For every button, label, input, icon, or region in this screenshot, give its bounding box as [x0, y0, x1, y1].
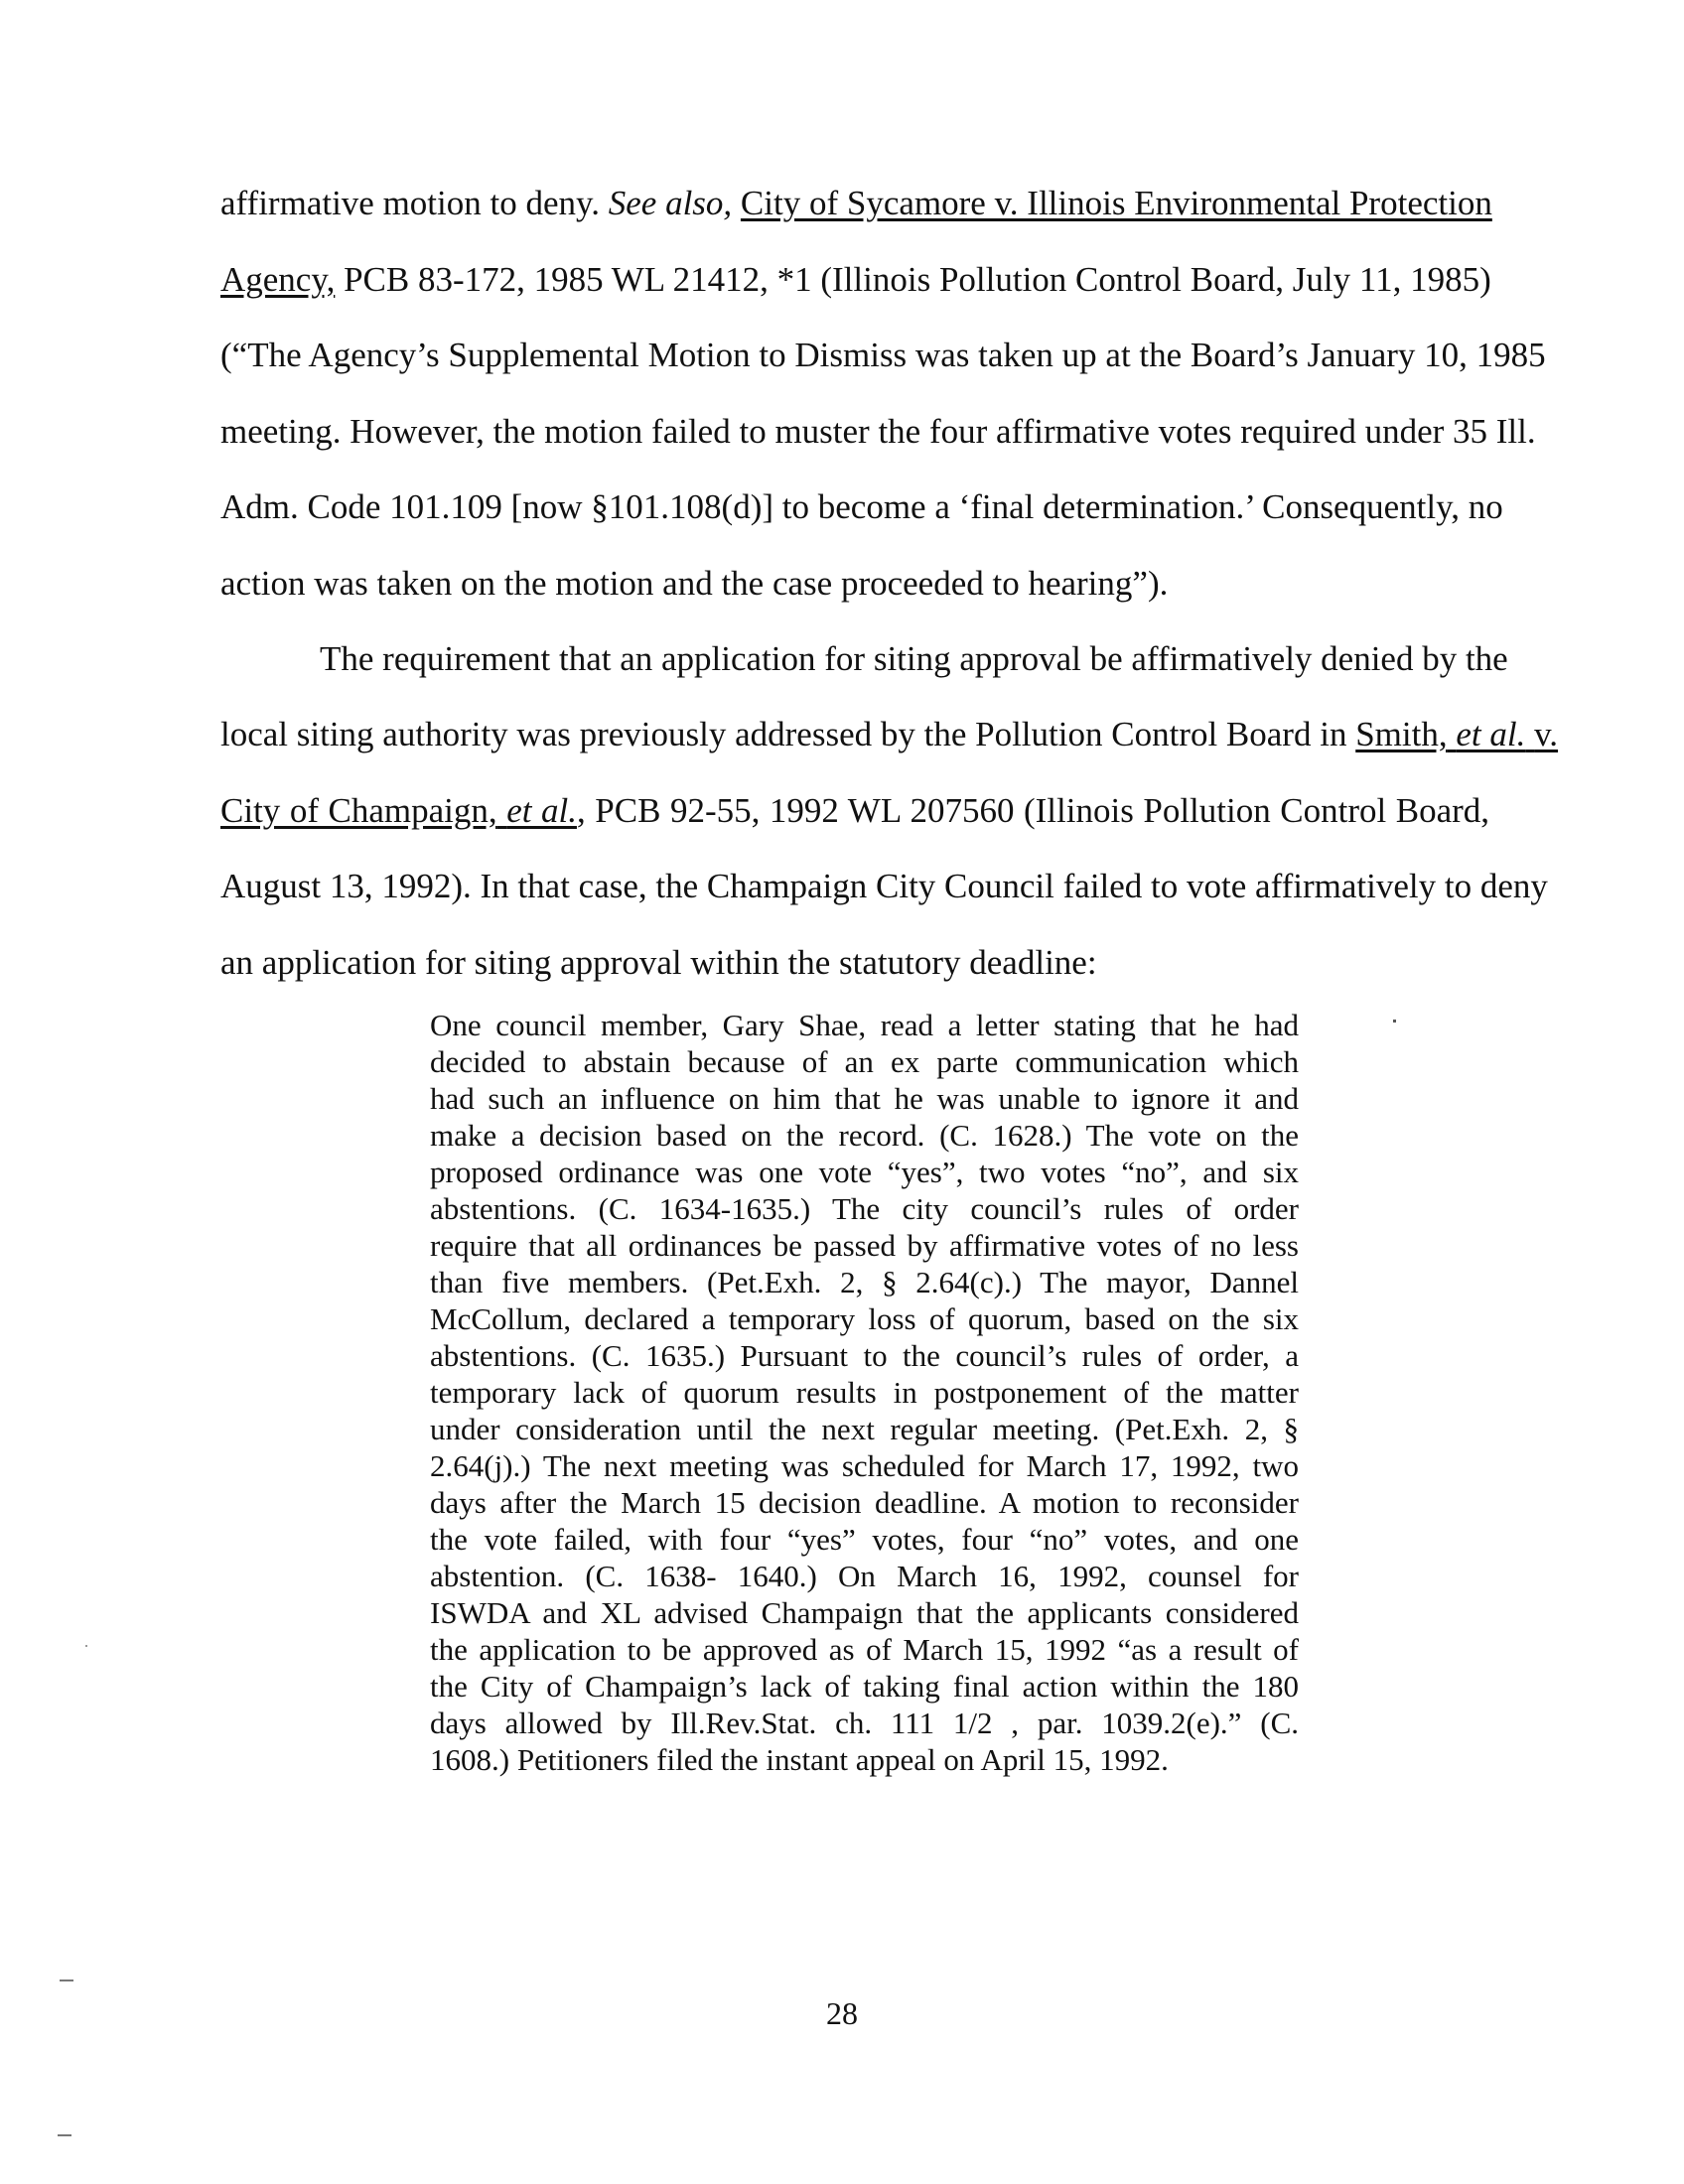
quote-line: ISWDA and XL advised Champaign that the applicants considered [430, 1595, 1299, 1630]
body-line: meeting. However, the motion failed to muster the four affirmative votes required under 35 Ill. [220, 412, 1536, 451]
quote-line: the vote failed, with four “yes” votes, four “no” votes, and one [430, 1522, 1299, 1557]
signal-see-also: See also, [608, 184, 733, 222]
case-citation-etal: et al. [1456, 715, 1526, 753]
scan-speck [1393, 1020, 1396, 1023]
scan-speck [60, 1979, 73, 1981]
quote-line: One council member, Gary Shae, read a letter stating that he had [430, 1008, 1299, 1042]
body-text: affirmative motion to deny. [220, 184, 600, 222]
body-text: PCB 83-172, 1985 WL 21412, *1 (Illinois Pollution Control Board, July 11, 1985) [344, 260, 1491, 299]
quote-line: days allowed by Ill.Rev.Stat. ch. 111 1/2 , par. 1039.2(e).” (C. [430, 1706, 1299, 1740]
body-line [220, 258, 1489, 302]
case-citation-etal: et al. [506, 791, 577, 830]
quote-line: the City of Champaign’s lack of taking final action within the 180 [430, 1669, 1299, 1704]
quote-line: abstentions. (C. 1634-1635.) The city council’s rules of order [430, 1191, 1299, 1226]
quote-line: proposed ordinance was one vote “yes”, two votes “no”, and six [430, 1155, 1299, 1189]
body-text: , PCB 92-55, 1992 WL 207560 (Illinois Pollution Control Board, [576, 791, 1490, 830]
body-line: August 13, 1992). In that case, the Champaign City Council failed to vote affirmatively to deny [220, 867, 1548, 905]
body-line: an application for siting approval within the statutory deadline: [220, 943, 1097, 982]
scan-speck [58, 2134, 71, 2136]
body-line: (“The Agency’s Supplemental Motion to Dismiss was taken up at the Board’s January 10, 1985 [220, 336, 1546, 374]
quote-line: under consideration until the next regular meeting. (Pet.Exh. 2, § [430, 1412, 1299, 1446]
quote-line: make a decision based on the record. (C. 1628.) The vote on the [430, 1118, 1299, 1153]
body-line: Adm. Code 101.109 [now §101.108(d)] to become a ‘final determination.’ Consequently, no [220, 487, 1503, 526]
quote-line: had such an influence on him that he was unable to ignore it and [430, 1081, 1299, 1116]
quote-line: abstention. (C. 1638- 1640.) On March 16, 1992, counsel for [430, 1559, 1299, 1593]
quote-line: than five members. (Pet.Exh. 2, § 2.64(c).) The mayor, Dannel [430, 1265, 1299, 1299]
case-citation: Agency, [220, 260, 336, 299]
case-citation: City of Sycamore v. Illinois Environmental Protection [740, 184, 1492, 222]
body-line: The requirement that an application for siting approval be affirmatively denied by the [320, 639, 1508, 678]
body-line [220, 713, 1559, 756]
scan-speck [85, 1645, 87, 1647]
case-citation: v. [1534, 715, 1559, 753]
quote-line: the application to be approved as of March 15, 1992 “as a result of [430, 1632, 1299, 1667]
body-line [220, 789, 1489, 833]
body-text: local siting authority was previously addressed by the Pollution Control Board in [220, 715, 1347, 753]
quote-line: McCollum, declared a temporary loss of quorum, based on the six [430, 1301, 1299, 1336]
body-line [220, 182, 1492, 225]
quote-line: 2.64(j).) The next meeting was scheduled for March 17, 1992, two [430, 1448, 1299, 1483]
quote-line: temporary lack of quorum results in postponement of the matter [430, 1375, 1299, 1410]
case-citation: Smith, [1355, 715, 1448, 753]
body-line: action was taken on the motion and the case proceeded to hearing”). [220, 564, 1169, 603]
quote-line: require that all ordinances be passed by affirmative votes of no less [430, 1228, 1299, 1263]
quote-line: decided to abstain because of an ex parte communication which [430, 1044, 1299, 1079]
case-citation: City of Champaign, [220, 791, 497, 830]
quote-line: days after the March 15 decision deadline. A motion to reconsider [430, 1485, 1299, 1520]
quote-line: abstentions. (C. 1635.) Pursuant to the council’s rules of order, a [430, 1338, 1299, 1373]
quote-line: 1608.) Petitioners filed the instant appeal on April 15, 1992. [430, 1742, 1169, 1777]
page-number: 28 [826, 1995, 858, 2031]
